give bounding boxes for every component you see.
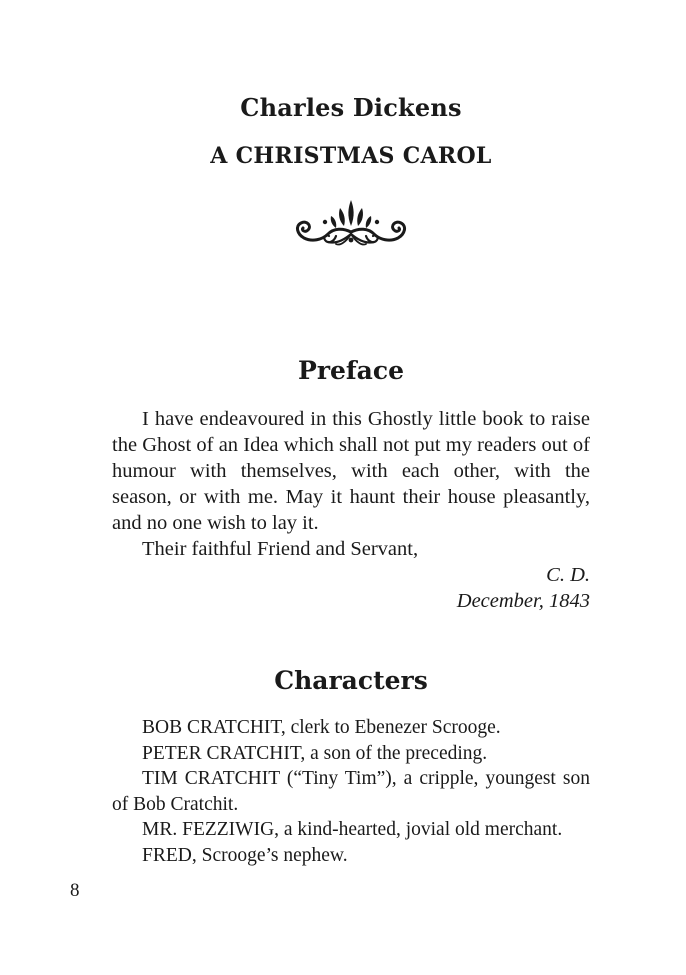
characters-heading: Characters [274, 666, 428, 695]
book-title: A CHRISTMAS CAROL [210, 143, 492, 169]
author-name: Charles Dickens [240, 93, 462, 122]
flourish-ornament-icon [288, 198, 414, 252]
preface-body [112, 406, 590, 614]
page-number: 8 [70, 880, 80, 901]
character-entry: PETER CRATCHIT, a son of the preceding. [142, 742, 488, 764]
character-entry: FRED, Scrooge’s nephew. [142, 844, 348, 866]
character-entry: MR. FEZZIWIG, a kind-hearted, jovial old merchant. [142, 819, 563, 841]
preface-date: December, 1843 [456, 590, 590, 612]
preface-heading: Preface [298, 356, 404, 385]
character-entry: BOB CRATCHIT, clerk to Ebenezer Scrooge. [142, 717, 501, 738]
characters-list [112, 715, 590, 869]
preface-signature: C. D. [546, 564, 590, 586]
preface-paragraph: I have endeavoured in this Ghostly little book to raise the Ghost of an Idea which shall not put my readers out of humour with themselves, with each other, with the season, or with me. May it haunt their house pleasantly, and no one wish to lay it. [112, 408, 590, 534]
character-entry: TIM CRATCHIT (“Tiny Tim”), a cripple, youngest son of Bob Cratchit. [112, 768, 590, 815]
preface-closing: Their faithful Friend and Servant, [142, 538, 419, 560]
